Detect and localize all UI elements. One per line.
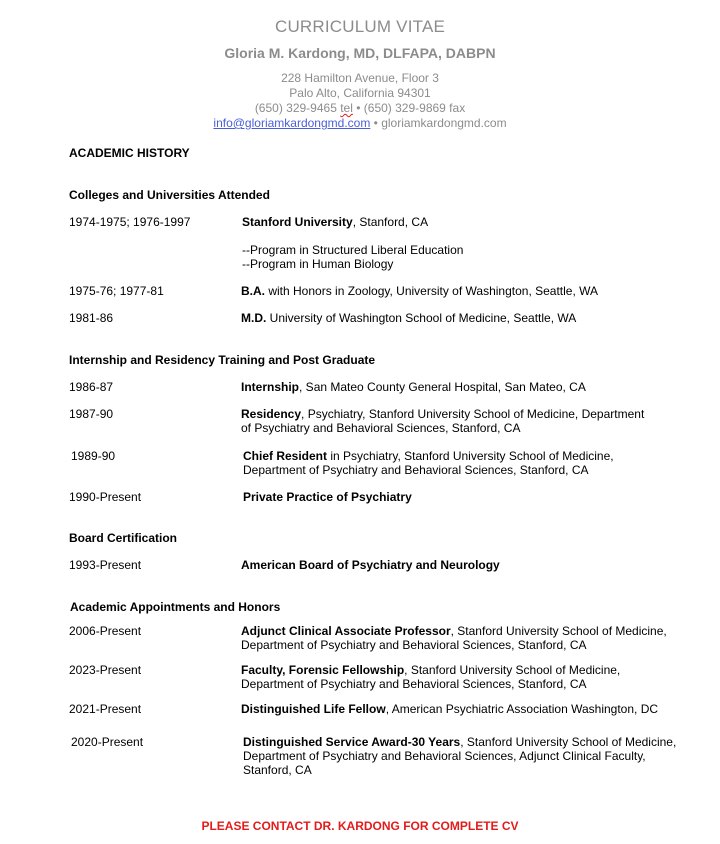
entry-detail: , Stanford, CA	[352, 215, 429, 229]
email-link[interactable]: info@gloriamkardongmd.com	[213, 116, 371, 130]
entry-title: Distinguished Life Fellow	[241, 702, 386, 716]
entry-description	[241, 624, 667, 652]
entry-description	[241, 407, 644, 435]
entry-detail-line: Department of Psychiatry and Behavioral Sciences, Stanford, CA	[241, 638, 587, 652]
entry-detail: , Stanford University School of Medicine,	[404, 663, 621, 677]
contact-line	[0, 116, 720, 130]
entry-title: Chief Resident	[243, 449, 328, 463]
entry-detail: in Psychiatry, Stanford University School of Medicine,	[327, 449, 614, 463]
entry-detail: , Stanford University School of Medicine,	[460, 735, 677, 749]
entry-detail-line: of Psychiatry and Behavioral Sciences, Stanford, CA	[241, 421, 521, 435]
appointments-heading: Academic Appointments and Honors	[70, 600, 281, 614]
entry-detail-line: Department of Psychiatry and Behavioral Sciences, Stanford, CA	[241, 677, 587, 691]
entry-description	[243, 735, 676, 777]
colleges-heading: Colleges and Universities Attended	[69, 188, 270, 202]
entry-title: M.D.	[241, 311, 267, 325]
entry-detail-line: Stanford, CA	[243, 763, 312, 777]
entry-date: 1981-86	[69, 311, 114, 325]
document-title: CURRICULUM VITAE	[274, 17, 446, 36]
entry-date: 2020-Present	[71, 735, 144, 749]
entry-detail-line: Department of Psychiatry and Behavioral Sciences, Stanford, CA	[243, 463, 589, 477]
entry-date: 1993-Present	[69, 558, 142, 572]
phone-line	[0, 101, 720, 115]
entry-title: Private Practice of Psychiatry	[243, 490, 412, 504]
address-line-1: 228 Hamilton Avenue, Floor 3	[281, 71, 439, 85]
contact-notice: PLEASE CONTACT DR. KARDONG FOR COMPLETE CV	[201, 819, 519, 833]
program-item: --Program in Structured Liberal Education	[242, 243, 464, 257]
entry-detail: University of Washington School of Medicine, Seattle, WA	[266, 311, 577, 325]
entry-title: B.A.	[241, 284, 265, 298]
entry-date: 1989-90	[71, 449, 116, 463]
entry-title: Faculty, Forensic Fellowship	[241, 663, 405, 677]
phone-number: (650) 329-9465	[254, 101, 337, 115]
entry-description	[242, 215, 428, 229]
program-list	[242, 243, 463, 271]
entry-date: 1990-Present	[69, 490, 142, 504]
author-name: Gloria M. Kardong, MD, DLFAPA, DABPN	[224, 45, 496, 61]
internship-heading: Internship and Residency Training and Post Graduate	[69, 353, 376, 367]
website-text: • gloriamkardongmd.com	[373, 116, 507, 130]
entry-detail: , Stanford University School of Medicine,	[450, 624, 667, 638]
entry-date: 1987-90	[69, 407, 114, 421]
entry-title: American Board of Psychiatry and Neurology	[241, 558, 500, 572]
entry-date: 2023-Present	[69, 663, 142, 677]
entry-description	[241, 284, 598, 298]
entry-description	[241, 311, 576, 325]
entry-date: 1986-87	[69, 380, 114, 394]
entry-detail: , Psychiatry, Stanford University School of Medicine, Department	[301, 407, 645, 421]
entry-description	[241, 663, 620, 691]
entry-description	[241, 380, 586, 394]
entry-date: 2006-Present	[69, 624, 142, 638]
entry-date: 1975-76; 1977-81	[69, 284, 164, 298]
entry-detail-line: Department of Psychiatry and Behavioral Sciences, Adjunct Clinical Faculty,	[243, 749, 646, 763]
entry-detail: , San Mateo County General Hospital, San Mateo, CA	[299, 380, 586, 394]
program-item: --Program in Human Biology	[242, 257, 394, 271]
address-line-2: Palo Alto, California 94301	[289, 86, 431, 100]
entry-date: 2021-Present	[69, 702, 142, 716]
entry-description	[243, 449, 614, 477]
tel-label: tel	[340, 101, 353, 115]
fax-number: • (650) 329-9869 fax	[356, 101, 466, 115]
entry-title: Residency	[241, 407, 302, 421]
academic-history-heading: ACADEMIC HISTORY	[69, 146, 190, 160]
entry-detail: , American Psychiatric Association Washington, DC	[385, 702, 659, 716]
entry-title: Adjunct Clinical Associate Professor	[241, 624, 451, 638]
entry-date: 1974-1975; 1976-1997	[69, 215, 191, 229]
entry-description	[241, 558, 500, 572]
entry-detail: with Honors in Zoology, University of Washington, Seattle, WA	[265, 284, 599, 298]
board-heading: Board Certification	[69, 531, 178, 545]
entry-title: Internship	[241, 380, 300, 394]
entry-title: Distinguished Service Award-30 Years	[243, 735, 461, 749]
entry-title: Stanford University	[242, 215, 353, 229]
entry-description	[243, 490, 412, 504]
entry-description	[241, 702, 658, 716]
